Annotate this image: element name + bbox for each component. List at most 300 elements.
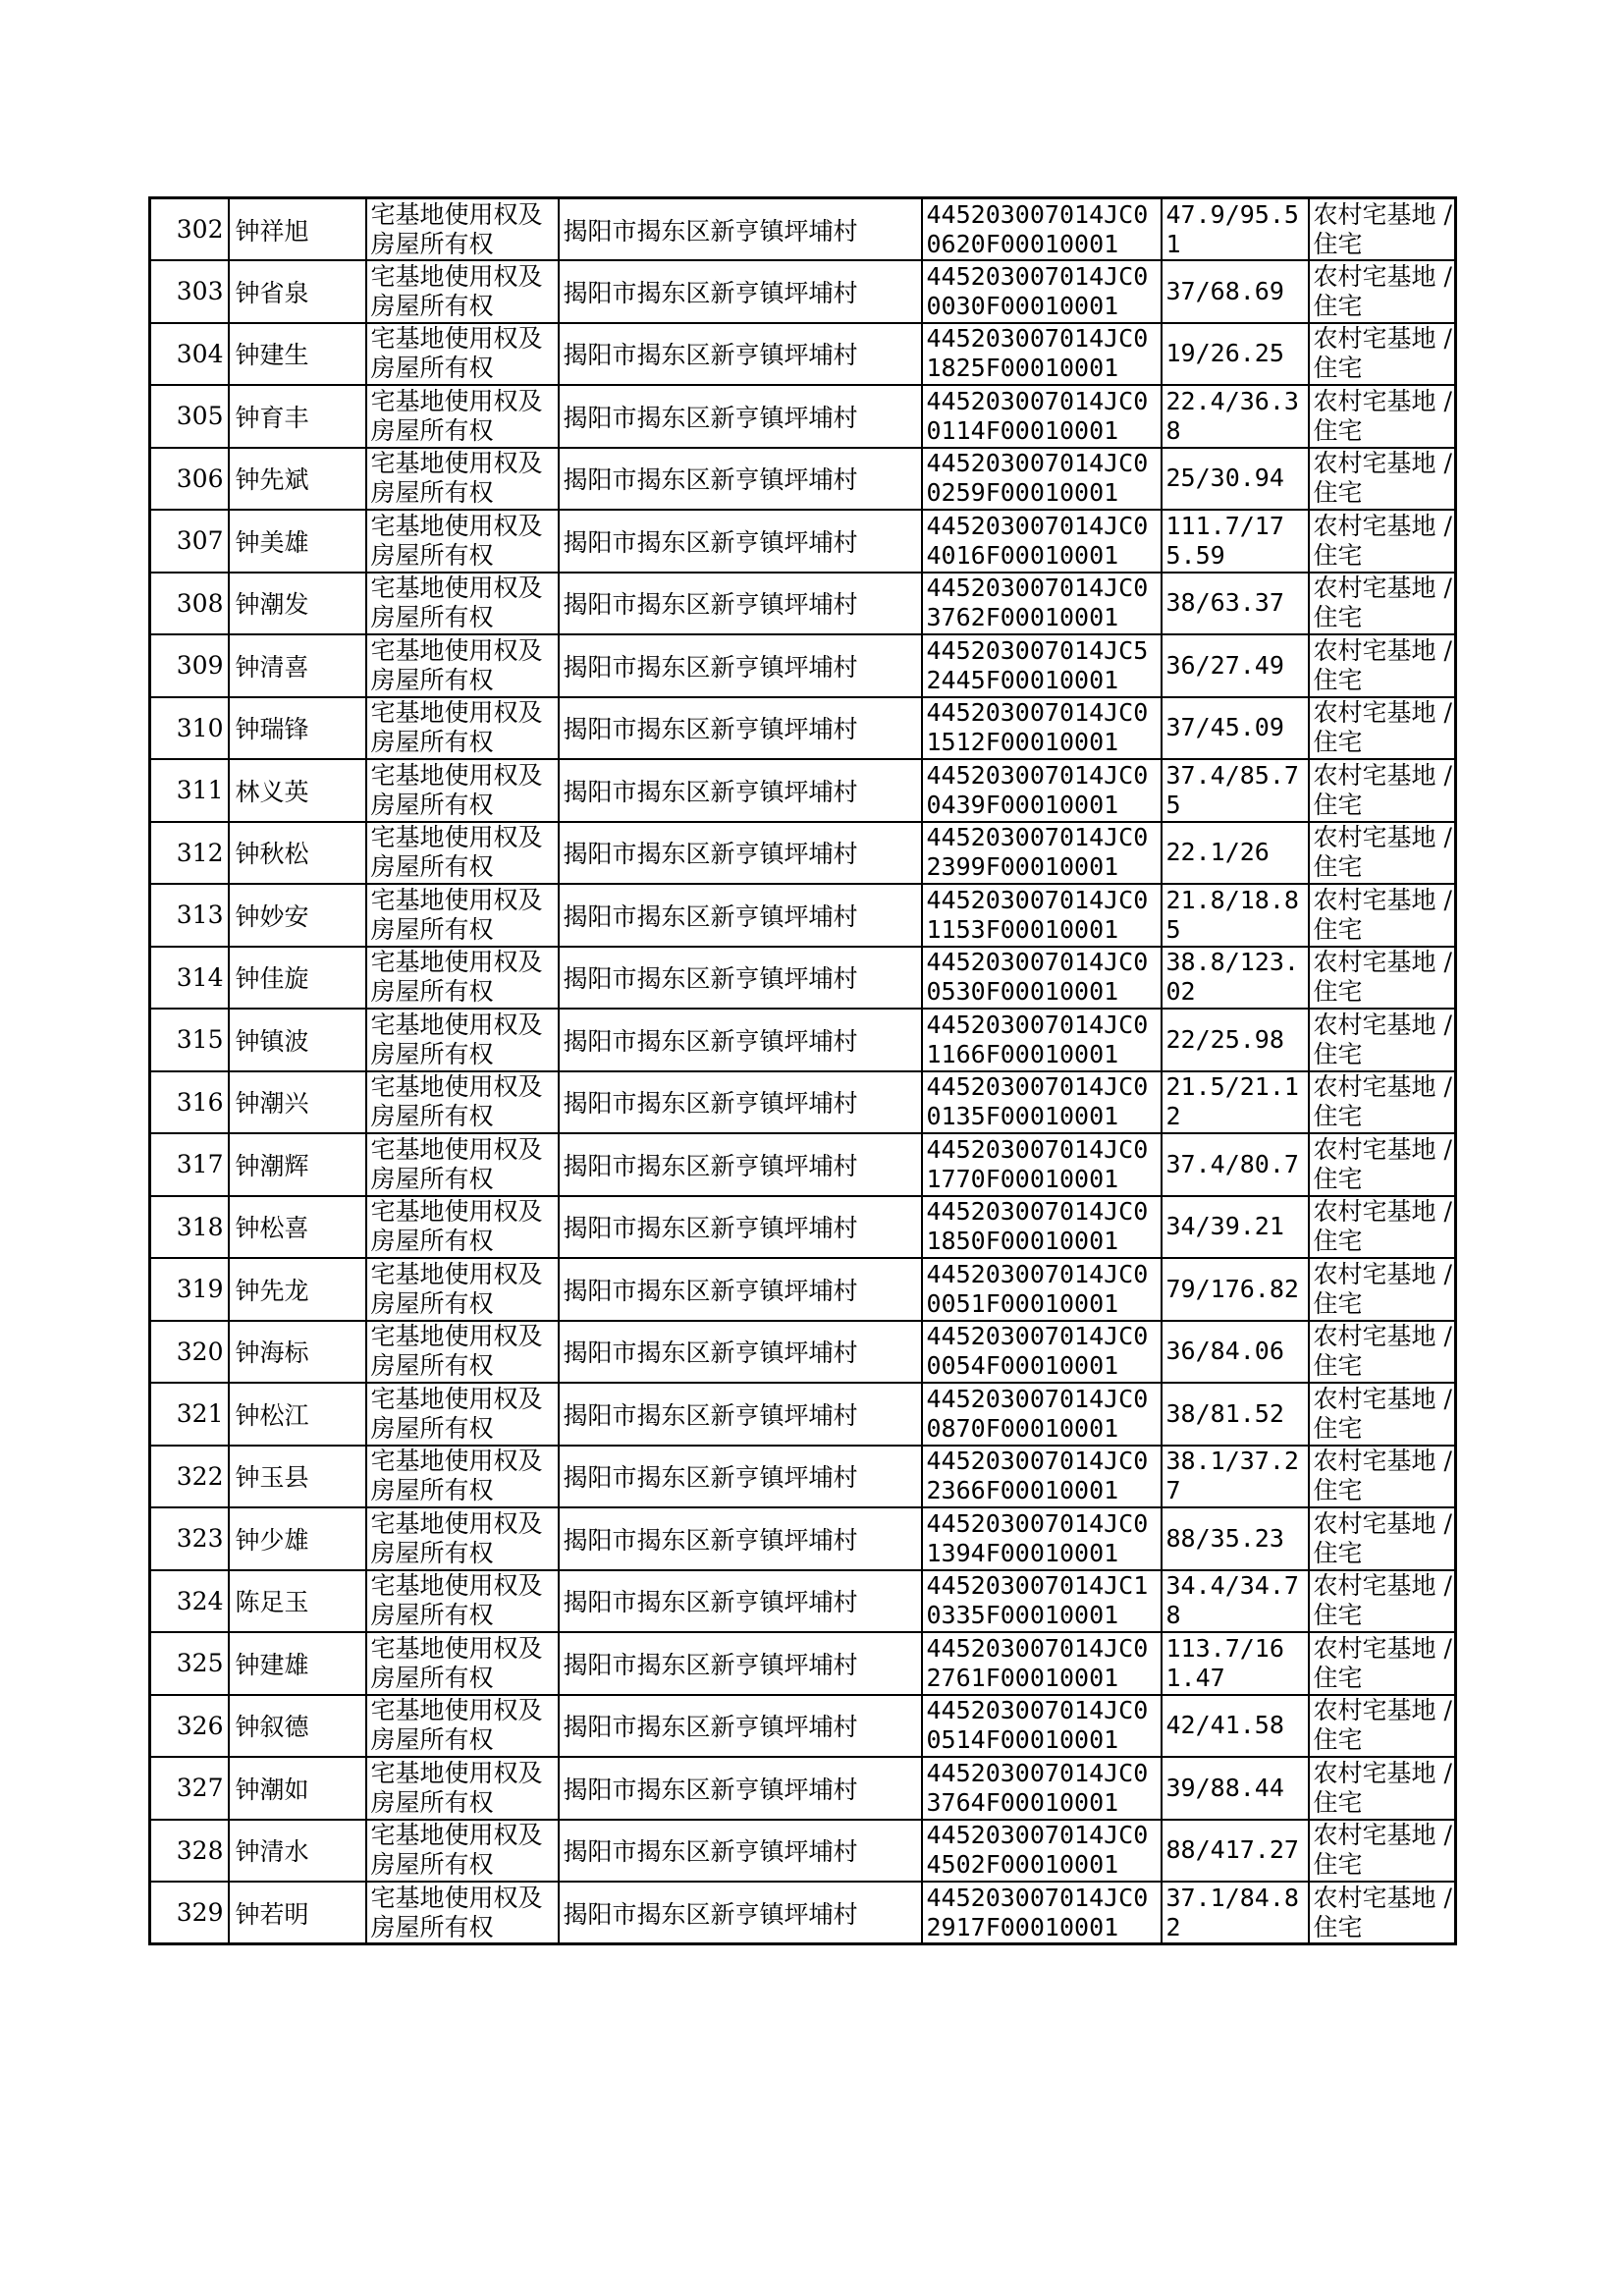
- area-cell: [1162, 198, 1309, 261]
- address-cell: [559, 1820, 922, 1883]
- right-type-cell-text: 宅基地使用权及房屋所有权: [370, 1322, 543, 1381]
- parcel-code-cell-text: 445203007014JC01512F00010001: [926, 698, 1149, 757]
- right-type-cell-text: 宅基地使用权及房屋所有权: [370, 1696, 543, 1755]
- row-number-cell: [150, 198, 229, 261]
- row-number-cell-text: 329: [176, 1898, 224, 1927]
- land-use-cell-text: 农村宅基地 / 住宅: [1313, 1010, 1452, 1068]
- area-cell: [1162, 1695, 1309, 1758]
- right-type-cell: [366, 947, 559, 1010]
- owner-name-cell-text: 钟潮如: [235, 1775, 309, 1804]
- land-registry-table: [148, 196, 1457, 1945]
- right-type-cell: [366, 260, 559, 323]
- owner-name-cell: [229, 260, 366, 323]
- right-type-cell: [366, 1632, 559, 1695]
- owner-name-cell: [229, 1321, 366, 1384]
- area-cell-text: 34.4/34.78: [1165, 1571, 1299, 1630]
- table-row: [150, 1258, 1456, 1321]
- area-cell: [1162, 1196, 1309, 1259]
- area-cell: [1162, 510, 1309, 573]
- parcel-code-cell-text: 445203007014JC00030F00010001: [926, 261, 1149, 320]
- land-use-cell-text: 农村宅基地 / 住宅: [1313, 199, 1452, 258]
- address-cell-text: 揭阳市揭东区新亨镇坪埔村: [563, 278, 858, 307]
- row-number-cell: [150, 323, 229, 386]
- address-cell-text: 揭阳市揭东区新亨镇坪埔村: [563, 1339, 858, 1368]
- right-type-cell-text: 宅基地使用权及房屋所有权: [370, 1197, 543, 1256]
- right-type-cell: [366, 884, 559, 947]
- address-cell: [559, 323, 922, 386]
- address-cell-text: 揭阳市揭东区新亨镇坪埔村: [563, 1650, 858, 1679]
- land-use-cell-text: 农村宅基地 / 住宅: [1313, 760, 1452, 819]
- row-number-cell-text: 314: [176, 962, 224, 992]
- area-cell: [1162, 1882, 1309, 1944]
- address-cell: [559, 634, 922, 697]
- address-cell-text: 揭阳市揭东区新亨镇坪埔村: [563, 840, 858, 869]
- address-cell: [559, 1133, 922, 1196]
- area-cell: [1162, 1820, 1309, 1883]
- right-type-cell: [366, 1446, 559, 1508]
- parcel-code-cell-text: 445203007014JC00620F00010001: [926, 199, 1149, 258]
- owner-name-cell: [229, 1757, 366, 1820]
- area-cell: [1162, 385, 1309, 448]
- row-number-cell: [150, 1632, 229, 1695]
- table-row: [150, 573, 1456, 635]
- right-type-cell: [366, 448, 559, 511]
- row-number-cell-text: 322: [176, 1461, 224, 1491]
- table-row: [150, 1757, 1456, 1820]
- owner-name-cell: [229, 1009, 366, 1071]
- area-cell-text: 37.4/85.75: [1165, 760, 1299, 819]
- table-row: [150, 947, 1456, 1010]
- parcel-code-cell: [922, 1446, 1162, 1508]
- parcel-code-cell-text: 445203007014JC02366F00010001: [926, 1447, 1149, 1505]
- right-type-cell: [366, 1321, 559, 1384]
- land-use-cell-text: 农村宅基地 / 住宅: [1313, 449, 1452, 508]
- area-cell-text: 39/88.44: [1165, 1773, 1284, 1802]
- right-type-cell: [366, 759, 559, 822]
- owner-name-cell: [229, 947, 366, 1010]
- parcel-code-cell: [922, 573, 1162, 635]
- row-number-cell-text: 310: [176, 713, 224, 742]
- address-cell: [559, 1383, 922, 1446]
- area-cell: [1162, 323, 1309, 386]
- area-cell-text: 19/26.25: [1165, 339, 1284, 368]
- right-type-cell-text: 宅基地使用权及房屋所有权: [370, 386, 543, 445]
- parcel-code-cell: [922, 1321, 1162, 1384]
- row-number-cell: [150, 1071, 229, 1134]
- parcel-code-cell: [922, 1133, 1162, 1196]
- area-cell: [1162, 573, 1309, 635]
- address-cell: [559, 1446, 922, 1508]
- owner-name-cell: [229, 1632, 366, 1695]
- right-type-cell: [366, 1133, 559, 1196]
- row-number-cell-text: 321: [176, 1399, 224, 1429]
- land-use-cell: [1309, 634, 1456, 697]
- address-cell-text: 揭阳市揭东区新亨镇坪埔村: [563, 341, 858, 370]
- right-type-cell-text: 宅基地使用权及房屋所有权: [370, 261, 543, 320]
- parcel-code-cell: [922, 1570, 1162, 1633]
- right-type-cell-text: 宅基地使用权及房屋所有权: [370, 1384, 543, 1443]
- table-row: [150, 1009, 1456, 1071]
- owner-name-cell-text: 钟先龙: [235, 1276, 309, 1305]
- land-use-cell-text: 农村宅基地 / 住宅: [1313, 698, 1452, 757]
- table-body: [150, 198, 1456, 1944]
- parcel-code-cell: [922, 1820, 1162, 1883]
- owner-name-cell: [229, 1446, 366, 1508]
- parcel-code-cell-text: 445203007014JC01825F00010001: [926, 324, 1149, 383]
- right-type-cell-text: 宅基地使用权及房屋所有权: [370, 698, 543, 757]
- land-use-cell: [1309, 385, 1456, 448]
- parcel-code-cell: [922, 323, 1162, 386]
- right-type-cell: [366, 1383, 559, 1446]
- owner-name-cell-text: 钟祥旭: [235, 216, 309, 246]
- row-number-cell: [150, 947, 229, 1010]
- land-use-cell-text: 农村宅基地 / 住宅: [1313, 1259, 1452, 1318]
- owner-name-cell-text: 钟佳旋: [235, 964, 309, 994]
- land-use-cell-text: 农村宅基地 / 住宅: [1313, 1447, 1452, 1505]
- area-cell-text: 79/176.82: [1165, 1274, 1299, 1303]
- owner-name-cell-text: 钟育丰: [235, 403, 309, 432]
- land-use-cell-text: 农村宅基地 / 住宅: [1313, 1197, 1452, 1256]
- owner-name-cell: [229, 573, 366, 635]
- area-cell: [1162, 1570, 1309, 1633]
- row-number-cell: [150, 759, 229, 822]
- right-type-cell: [366, 1695, 559, 1758]
- area-cell-text: 36/27.49: [1165, 650, 1284, 680]
- owner-name-cell: [229, 1507, 366, 1570]
- right-type-cell-text: 宅基地使用权及房屋所有权: [370, 324, 543, 383]
- area-cell: [1162, 1446, 1309, 1508]
- land-use-cell-text: 农村宅基地 / 住宅: [1313, 261, 1452, 320]
- land-use-cell: [1309, 1820, 1456, 1883]
- right-type-cell-text: 宅基地使用权及房屋所有权: [370, 1821, 543, 1880]
- area-cell: [1162, 260, 1309, 323]
- address-cell-text: 揭阳市揭东区新亨镇坪埔村: [563, 1026, 858, 1056]
- area-cell-text: 113.7/161.47: [1165, 1633, 1284, 1692]
- owner-name-cell-text: 钟海标: [235, 1339, 309, 1368]
- parcel-code-cell-text: 445203007014JC00051F00010001: [926, 1259, 1149, 1318]
- table-row: [150, 1695, 1456, 1758]
- land-use-cell: [1309, 1882, 1456, 1944]
- parcel-code-cell-text: 445203007014JC00054F00010001: [926, 1322, 1149, 1381]
- address-cell-text: 揭阳市揭东区新亨镇坪埔村: [563, 1400, 858, 1430]
- owner-name-cell: [229, 198, 366, 261]
- land-use-cell: [1309, 1570, 1456, 1633]
- area-cell-text: 25/30.94: [1165, 464, 1284, 493]
- land-use-cell: [1309, 1507, 1456, 1570]
- row-number-cell-text: 320: [176, 1337, 224, 1366]
- address-cell-text: 揭阳市揭东区新亨镇坪埔村: [563, 465, 858, 495]
- row-number-cell-text: 305: [176, 402, 224, 431]
- parcel-code-cell: [922, 1258, 1162, 1321]
- parcel-code-cell-text: 445203007014JC00514F00010001: [926, 1696, 1149, 1755]
- address-cell-text: 揭阳市揭东区新亨镇坪埔村: [563, 1588, 858, 1617]
- table-row: [150, 448, 1456, 511]
- land-use-cell-text: 农村宅基地 / 住宅: [1313, 885, 1452, 944]
- table-row: [150, 1882, 1456, 1944]
- row-number-cell: [150, 1757, 229, 1820]
- land-use-cell-text: 农村宅基地 / 住宅: [1313, 1696, 1452, 1755]
- right-type-cell: [366, 1258, 559, 1321]
- owner-name-cell: [229, 1882, 366, 1944]
- row-number-cell: [150, 1882, 229, 1944]
- parcel-code-cell: [922, 448, 1162, 511]
- owner-name-cell-text: 钟美雄: [235, 527, 309, 557]
- parcel-code-cell: [922, 1632, 1162, 1695]
- owner-name-cell-text: 钟潮兴: [235, 1089, 309, 1119]
- parcel-code-cell: [922, 510, 1162, 573]
- row-number-cell: [150, 573, 229, 635]
- right-type-cell-text: 宅基地使用权及房屋所有权: [370, 823, 543, 882]
- parcel-code-cell-text: 445203007014JC04502F00010001: [926, 1821, 1149, 1880]
- table-row: [150, 1632, 1456, 1695]
- owner-name-cell: [229, 1258, 366, 1321]
- table-row: [150, 884, 1456, 947]
- row-number-cell-text: 307: [176, 526, 224, 556]
- right-type-cell: [366, 573, 559, 635]
- right-type-cell-text: 宅基地使用权及房屋所有权: [370, 1010, 543, 1068]
- address-cell: [559, 1258, 922, 1321]
- address-cell-text: 揭阳市揭东区新亨镇坪埔村: [563, 1276, 858, 1305]
- land-use-cell-text: 农村宅基地 / 住宅: [1313, 324, 1452, 383]
- table-row: [150, 198, 1456, 261]
- parcel-code-cell: [922, 1383, 1162, 1446]
- area-cell-text: 88/417.27: [1165, 1835, 1299, 1865]
- address-cell: [559, 1071, 922, 1134]
- row-number-cell: [150, 1009, 229, 1071]
- area-cell-text: 22/25.98: [1165, 1024, 1284, 1054]
- area-cell-text: 38.1/37.27: [1165, 1447, 1299, 1505]
- land-use-cell-text: 农村宅基地 / 住宅: [1313, 635, 1452, 694]
- address-cell-text: 揭阳市揭东区新亨镇坪埔村: [563, 527, 858, 557]
- area-cell: [1162, 1133, 1309, 1196]
- owner-name-cell-text: 钟清喜: [235, 652, 309, 682]
- parcel-code-cell: [922, 1695, 1162, 1758]
- land-use-cell: [1309, 1196, 1456, 1259]
- parcel-code-cell: [922, 1757, 1162, 1820]
- area-cell-text: 88/35.23: [1165, 1523, 1284, 1553]
- parcel-code-cell: [922, 947, 1162, 1010]
- owner-name-cell-text: 钟松江: [235, 1400, 309, 1430]
- parcel-code-cell: [922, 759, 1162, 822]
- row-number-cell-text: 318: [176, 1212, 224, 1241]
- right-type-cell: [366, 510, 559, 573]
- area-cell: [1162, 947, 1309, 1010]
- land-use-cell-text: 农村宅基地 / 住宅: [1313, 574, 1452, 632]
- address-cell: [559, 448, 922, 511]
- row-number-cell: [150, 1383, 229, 1446]
- land-use-cell: [1309, 697, 1456, 760]
- address-cell-text: 揭阳市揭东区新亨镇坪埔村: [563, 216, 858, 246]
- right-type-cell-text: 宅基地使用权及房屋所有权: [370, 1508, 543, 1567]
- owner-name-cell-text: 钟瑞锋: [235, 715, 309, 744]
- row-number-cell: [150, 1133, 229, 1196]
- owner-name-cell-text: 钟省泉: [235, 278, 309, 307]
- area-cell-text: 34/39.21: [1165, 1212, 1284, 1241]
- land-use-cell: [1309, 1383, 1456, 1446]
- table-row: [150, 1570, 1456, 1633]
- area-cell: [1162, 1757, 1309, 1820]
- land-use-cell: [1309, 510, 1456, 573]
- right-type-cell-text: 宅基地使用权及房屋所有权: [370, 1447, 543, 1505]
- parcel-code-cell: [922, 822, 1162, 885]
- land-use-cell: [1309, 884, 1456, 947]
- right-type-cell: [366, 385, 559, 448]
- row-number-cell: [150, 1820, 229, 1883]
- right-type-cell: [366, 634, 559, 697]
- land-use-cell: [1309, 198, 1456, 261]
- area-cell: [1162, 1507, 1309, 1570]
- row-number-cell: [150, 510, 229, 573]
- owner-name-cell: [229, 1071, 366, 1134]
- land-use-cell: [1309, 1632, 1456, 1695]
- parcel-code-cell: [922, 884, 1162, 947]
- parcel-code-cell: [922, 634, 1162, 697]
- row-number-cell-text: 313: [176, 901, 224, 930]
- parcel-code-cell: [922, 697, 1162, 760]
- right-type-cell: [366, 1009, 559, 1071]
- owner-name-cell-text: 钟潮发: [235, 590, 309, 620]
- row-number-cell-text: 328: [176, 1835, 224, 1865]
- right-type-cell: [366, 1196, 559, 1259]
- owner-name-cell-text: 钟镇波: [235, 1026, 309, 1056]
- parcel-code-cell: [922, 1507, 1162, 1570]
- address-cell: [559, 1321, 922, 1384]
- land-use-cell-text: 农村宅基地 / 住宅: [1313, 948, 1452, 1007]
- table-row: [150, 1446, 1456, 1508]
- table-row: [150, 323, 1456, 386]
- address-cell: [559, 1507, 922, 1570]
- owner-name-cell: [229, 1196, 366, 1259]
- table-row: [150, 634, 1456, 697]
- right-type-cell-text: 宅基地使用权及房屋所有权: [370, 449, 543, 508]
- row-number-cell: [150, 1695, 229, 1758]
- right-type-cell-text: 宅基地使用权及房屋所有权: [370, 1571, 543, 1630]
- table-row: [150, 759, 1456, 822]
- address-cell: [559, 947, 922, 1010]
- land-use-cell-text: 农村宅基地 / 住宅: [1313, 1508, 1452, 1567]
- area-cell: [1162, 1321, 1309, 1384]
- row-number-cell-text: 324: [176, 1586, 224, 1615]
- land-use-cell-text: 农村宅基地 / 住宅: [1313, 386, 1452, 445]
- address-cell: [559, 1882, 922, 1944]
- table-row: [150, 1133, 1456, 1196]
- right-type-cell: [366, 323, 559, 386]
- right-type-cell-text: 宅基地使用权及房屋所有权: [370, 199, 543, 258]
- owner-name-cell: [229, 448, 366, 511]
- table-row: [150, 260, 1456, 323]
- land-use-cell: [1309, 1757, 1456, 1820]
- right-type-cell-text: 宅基地使用权及房屋所有权: [370, 1259, 543, 1318]
- address-cell-text: 揭阳市揭东区新亨镇坪埔村: [563, 1775, 858, 1804]
- area-cell: [1162, 822, 1309, 885]
- address-cell-text: 揭阳市揭东区新亨镇坪埔村: [563, 1837, 858, 1867]
- row-number-cell: [150, 1321, 229, 1384]
- area-cell: [1162, 697, 1309, 760]
- address-cell-text: 揭阳市揭东区新亨镇坪埔村: [563, 403, 858, 432]
- address-cell: [559, 1695, 922, 1758]
- right-type-cell-text: 宅基地使用权及房屋所有权: [370, 1134, 543, 1193]
- right-type-cell-text: 宅基地使用权及房屋所有权: [370, 511, 543, 570]
- table-row: [150, 385, 1456, 448]
- parcel-code-cell-text: 445203007014JC00259F00010001: [926, 449, 1149, 508]
- land-use-cell: [1309, 448, 1456, 511]
- right-type-cell-text: 宅基地使用权及房屋所有权: [370, 1883, 543, 1941]
- right-type-cell: [366, 697, 559, 760]
- right-type-cell: [366, 1071, 559, 1134]
- parcel-code-cell-text: 445203007014JC00114F00010001: [926, 386, 1149, 445]
- land-use-cell: [1309, 1009, 1456, 1071]
- land-use-cell: [1309, 947, 1456, 1010]
- row-number-cell: [150, 884, 229, 947]
- land-use-cell-text: 农村宅基地 / 住宅: [1313, 1821, 1452, 1880]
- parcel-code-cell-text: 445203007014JC01394F00010001: [926, 1508, 1149, 1567]
- land-use-cell-text: 农村宅基地 / 住宅: [1313, 1322, 1452, 1381]
- right-type-cell-text: 宅基地使用权及房屋所有权: [370, 635, 543, 694]
- address-cell: [559, 198, 922, 261]
- land-use-cell: [1309, 1321, 1456, 1384]
- owner-name-cell-text: 林义英: [235, 777, 309, 806]
- right-type-cell-text: 宅基地使用权及房屋所有权: [370, 1758, 543, 1817]
- parcel-code-cell: [922, 385, 1162, 448]
- owner-name-cell-text: 钟妙安: [235, 902, 309, 931]
- address-cell: [559, 385, 922, 448]
- table-row: [150, 1820, 1456, 1883]
- parcel-code-cell-text: 445203007014JC01166F00010001: [926, 1010, 1149, 1068]
- address-cell-text: 揭阳市揭东区新亨镇坪埔村: [563, 1214, 858, 1243]
- land-use-cell-text: 农村宅基地 / 住宅: [1313, 511, 1452, 570]
- address-cell: [559, 573, 922, 635]
- area-cell: [1162, 884, 1309, 947]
- land-use-cell: [1309, 1258, 1456, 1321]
- land-use-cell-text: 农村宅基地 / 住宅: [1313, 1571, 1452, 1630]
- address-cell-text: 揭阳市揭东区新亨镇坪埔村: [563, 652, 858, 682]
- area-cell-text: 38/81.52: [1165, 1398, 1284, 1428]
- area-cell: [1162, 634, 1309, 697]
- land-use-cell: [1309, 1133, 1456, 1196]
- parcel-code-cell: [922, 1071, 1162, 1134]
- area-cell-text: 22.1/26: [1165, 838, 1270, 867]
- owner-name-cell-text: 钟玉县: [235, 1463, 309, 1493]
- land-use-cell: [1309, 1695, 1456, 1758]
- address-cell: [559, 697, 922, 760]
- owner-name-cell: [229, 634, 366, 697]
- row-number-cell-text: 309: [176, 651, 224, 681]
- table-row: [150, 1196, 1456, 1259]
- address-cell: [559, 510, 922, 573]
- owner-name-cell: [229, 1133, 366, 1196]
- parcel-code-cell-text: 445203007014JC03762F00010001: [926, 574, 1149, 632]
- address-cell-text: 揭阳市揭东区新亨镇坪埔村: [563, 1713, 858, 1742]
- right-type-cell-text: 宅基地使用权及房屋所有权: [370, 760, 543, 819]
- right-type-cell: [366, 198, 559, 261]
- area-cell-text: 38.8/123.02: [1165, 948, 1299, 1007]
- parcel-code-cell-text: 445203007014JC04016F00010001: [926, 511, 1149, 570]
- land-use-cell: [1309, 759, 1456, 822]
- area-cell-text: 111.7/175.59: [1165, 511, 1284, 570]
- right-type-cell-text: 宅基地使用权及房屋所有权: [370, 948, 543, 1007]
- land-use-cell-text: 农村宅基地 / 住宅: [1313, 1633, 1452, 1692]
- row-number-cell: [150, 1258, 229, 1321]
- table-row: [150, 1321, 1456, 1384]
- owner-name-cell: [229, 884, 366, 947]
- land-use-cell: [1309, 1071, 1456, 1134]
- address-cell: [559, 759, 922, 822]
- row-number-cell: [150, 697, 229, 760]
- address-cell-text: 揭阳市揭东区新亨镇坪埔村: [563, 902, 858, 931]
- area-cell: [1162, 1258, 1309, 1321]
- owner-name-cell-text: 钟潮辉: [235, 1151, 309, 1180]
- owner-name-cell: [229, 510, 366, 573]
